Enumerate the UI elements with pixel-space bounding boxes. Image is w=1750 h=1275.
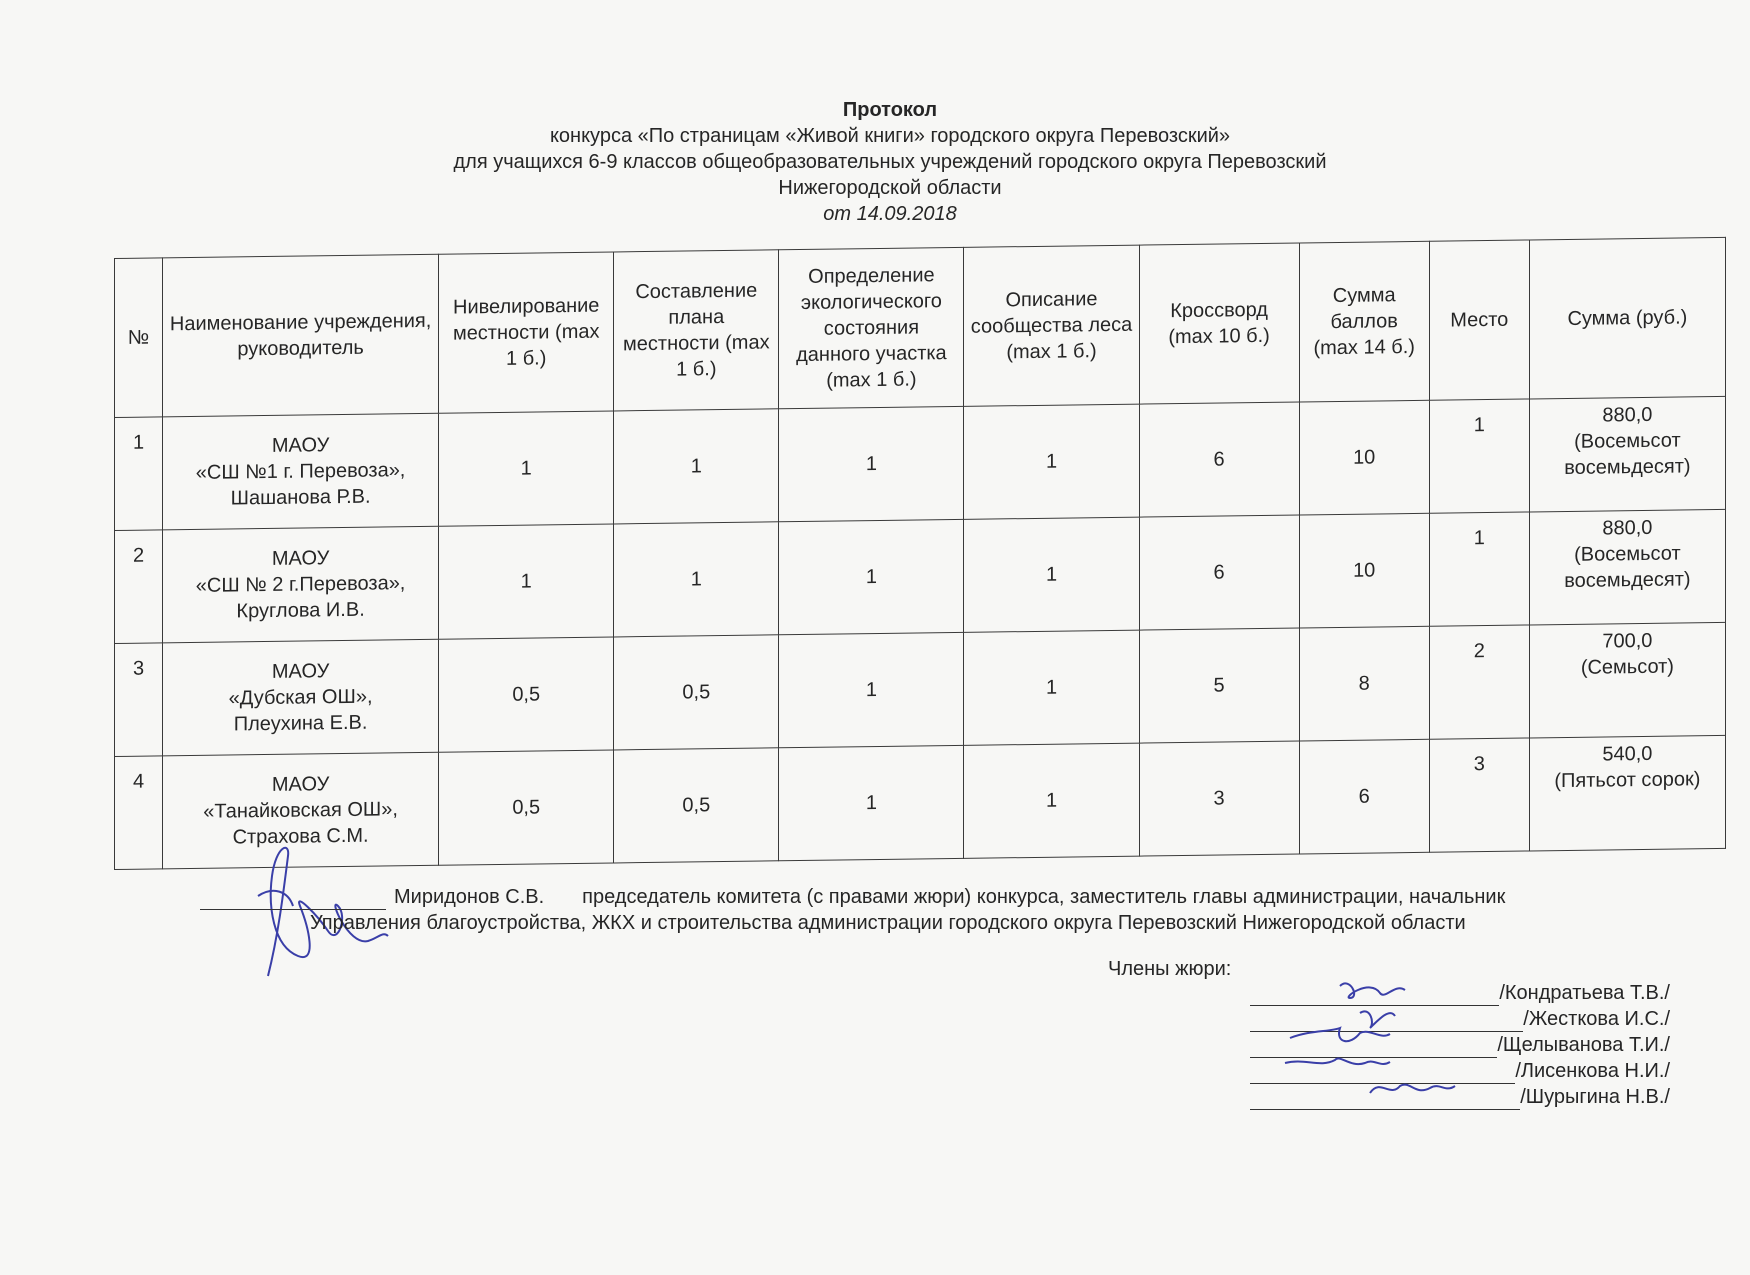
col-header-sum: Сумма (руб.)	[1529, 237, 1725, 399]
cell-total: 8	[1299, 626, 1429, 741]
org-type: МАОУ	[271, 547, 330, 570]
jury-member-name: /Шурыгина Н.В./	[1520, 1086, 1670, 1108]
cell-ecology: 1	[779, 632, 964, 747]
col-header-ecology: Определение экологического состояния данного участка (max 1 б.)	[779, 247, 964, 408]
col-header-plan: Составление плана местности (max 1 б.)	[614, 250, 779, 411]
header-line-3: Нижегородской области	[778, 177, 1002, 199]
cell-institution	[163, 639, 439, 756]
chair-name: Миридонов С.В.	[394, 886, 545, 908]
col-header-crossword: Кроссворд (max 10 б.)	[1139, 243, 1299, 404]
cell-num: 2	[115, 530, 163, 644]
cell-plan: 1	[614, 409, 779, 524]
org-type: МАОУ	[271, 434, 330, 457]
cell-leveling: 1	[439, 411, 614, 526]
cell-ecology: 1	[779, 745, 964, 860]
cell-sum	[1529, 509, 1725, 625]
cell-sum	[1529, 735, 1725, 851]
sum-value: 880,0	[1602, 403, 1653, 427]
cell-num: 4	[115, 756, 163, 870]
org-name: «СШ №1 г. Перевоза»,	[195, 459, 406, 484]
cell-total: 10	[1299, 513, 1429, 628]
cell-place: 3	[1429, 738, 1529, 852]
cell-crossword: 5	[1139, 628, 1299, 743]
col-header-place: Место	[1429, 240, 1529, 400]
cell-ecology: 1	[779, 519, 964, 634]
cell-plan: 1	[614, 522, 779, 637]
cell-leveling: 0,5	[439, 750, 614, 865]
cell-crossword: 6	[1139, 515, 1299, 630]
cell-institution	[163, 526, 439, 643]
sum-words: (Пятьсот сорок)	[1554, 768, 1701, 793]
org-name: «СШ № 2 г.Перевоза»,	[195, 572, 406, 597]
jury-title: Члены жюри:	[1108, 958, 1232, 980]
cell-institution	[163, 413, 439, 530]
cell-place: 1	[1429, 512, 1529, 626]
sum-value: 700,0	[1602, 629, 1653, 653]
col-header-forest: Описание сообщества леса (max 1 б.)	[964, 245, 1139, 406]
cell-leveling: 0,5	[439, 637, 614, 752]
org-type: МАОУ	[271, 773, 330, 796]
cell-forest: 1	[964, 517, 1139, 632]
col-header-institution: Наименование учреждения, руководитель	[163, 254, 439, 417]
table-row	[115, 622, 1726, 756]
cell-sum	[1529, 396, 1725, 512]
org-name: «Дубская ОШ»,	[228, 685, 373, 710]
document-date: от 14.09.2018	[823, 203, 957, 225]
cell-forest: 1	[964, 630, 1139, 745]
col-header-leveling: Нивелирование местности (max 1 б.)	[439, 252, 614, 413]
sum-words: (Семьсот)	[1580, 655, 1674, 679]
cell-sum	[1529, 622, 1725, 738]
org-head: Шашанова Р.В.	[230, 485, 371, 510]
cell-plan: 0,5	[614, 748, 779, 863]
col-header-num: №	[115, 258, 163, 418]
sum-words: (Восемьсот восемьдесят)	[1564, 429, 1691, 480]
org-head: Плеухина Е.В.	[233, 711, 368, 736]
document-header	[0, 97, 1750, 227]
cell-place: 2	[1429, 625, 1529, 739]
jury-member-name: /Лисенкова Н.И./	[1515, 1060, 1670, 1082]
jury-signatures	[1280, 968, 1480, 1118]
cell-place: 1	[1429, 399, 1529, 513]
cell-leveling: 1	[439, 524, 614, 639]
cell-crossword: 6	[1139, 402, 1299, 517]
cell-total: 10	[1299, 400, 1429, 515]
col-header-total: Сумма баллов (max 14 б.)	[1299, 241, 1429, 402]
cell-forest: 1	[964, 404, 1139, 519]
org-head: Круглова И.В.	[236, 598, 365, 623]
chair-position-line-1: председатель комитета (с правами жюри) конкурса, заместитель главы администрации, начальник	[582, 886, 1506, 908]
jury-member-name: /Щелыванова Т.И./	[1497, 1034, 1670, 1056]
chairman-block	[200, 884, 1660, 936]
cell-crossword: 3	[1139, 741, 1299, 856]
header-line-2: для учащихся 6-9 классов общеобразовательных учреждений городского округа Перевозский	[453, 151, 1327, 173]
sum-value: 880,0	[1602, 516, 1653, 540]
table-row	[115, 509, 1726, 643]
cell-ecology: 1	[779, 406, 964, 521]
header-line-1: конкурса «По страницам «Живой книги» городского округа Перевозский»	[549, 125, 1231, 147]
chair-position-line-2: Управления благоустройства, ЖКХ и строительства администрации городского округа Перевозский Нижегородской области	[310, 912, 1466, 934]
jury-member-name: /Кондратьева Т.В./	[1499, 982, 1670, 1004]
cell-plan: 0,5	[614, 635, 779, 750]
table-header-row	[115, 237, 1726, 417]
cell-num: 3	[115, 643, 163, 757]
org-type: МАОУ	[271, 660, 330, 683]
sum-value: 540,0	[1602, 742, 1653, 766]
cell-num: 1	[115, 417, 163, 531]
sum-words: (Восемьсот восемьдесят)	[1564, 542, 1691, 593]
jury-member-name: /Жесткова И.С./	[1523, 1008, 1670, 1030]
cell-total: 6	[1299, 739, 1429, 854]
cell-forest: 1	[964, 743, 1139, 858]
org-head: Страхова С.М.	[232, 824, 369, 849]
document-title: Протокол	[842, 99, 938, 121]
table-row	[115, 396, 1726, 530]
org-name: «Танайковская ОШ»,	[203, 798, 398, 823]
results-table	[114, 237, 1726, 870]
